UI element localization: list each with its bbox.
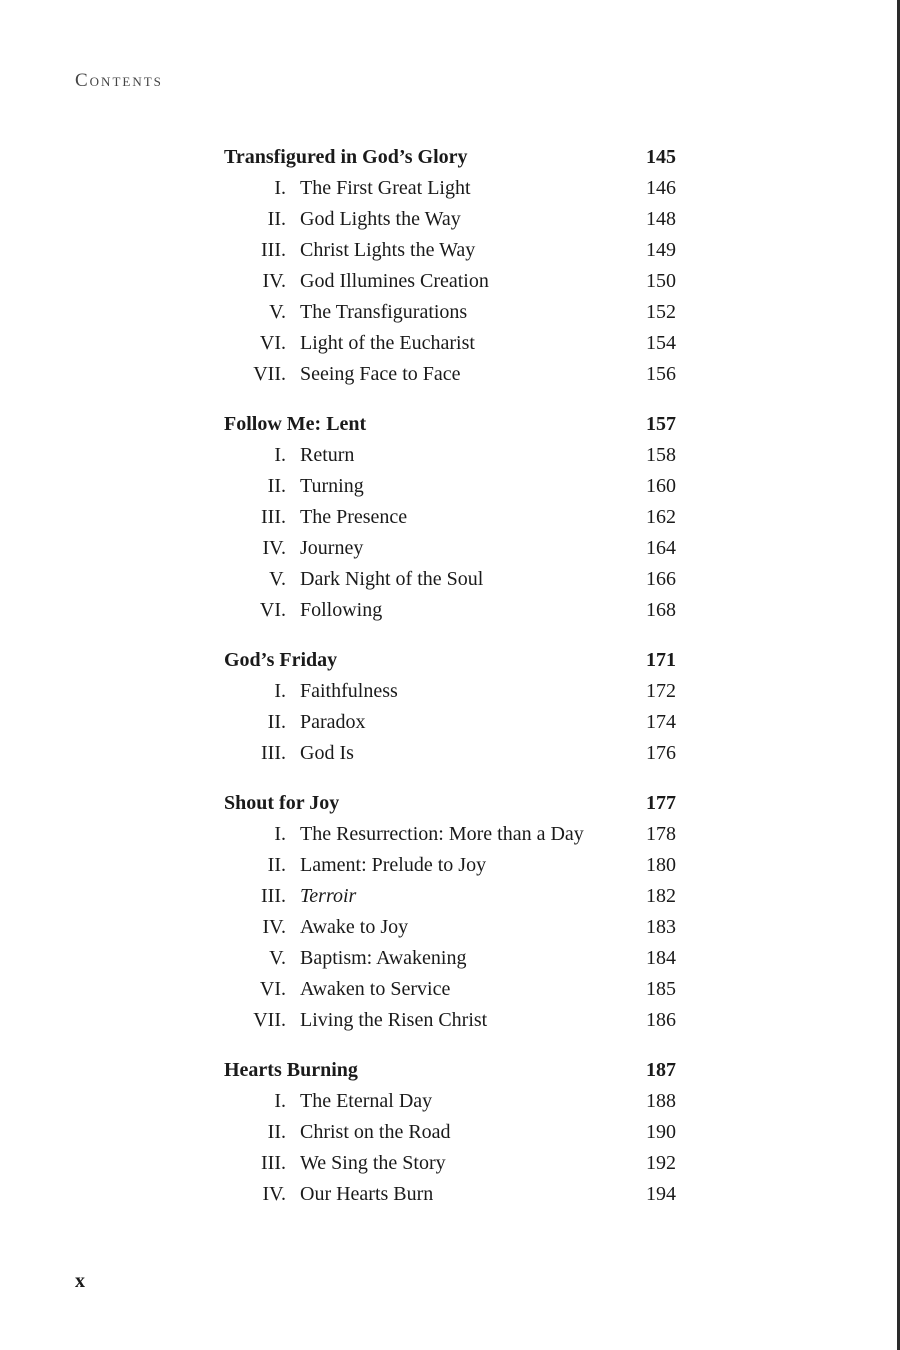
toc-entry[interactable] <box>224 328 676 359</box>
entry-title: Paradox <box>300 711 366 733</box>
toc-section <box>224 409 676 626</box>
toc-entry[interactable] <box>224 850 676 881</box>
toc-entry[interactable] <box>224 471 676 502</box>
entry-numeral: I. <box>274 177 286 199</box>
toc-entry[interactable] <box>224 204 676 235</box>
entry-title: Awake to Joy <box>300 916 409 938</box>
toc-entry[interactable] <box>224 1117 676 1148</box>
entry-numeral: IV. <box>262 916 286 938</box>
entry-page-number: 186 <box>646 1009 676 1031</box>
entry-numeral: II. <box>267 1121 286 1143</box>
entry-title: Baptism: Awakening <box>300 947 467 969</box>
section-page-number: 157 <box>646 413 676 435</box>
entry-title: Awaken to Service <box>300 978 451 1000</box>
toc-section <box>224 1055 676 1210</box>
entry-numeral: V. <box>269 947 286 969</box>
section-title: Shout for Joy <box>224 792 340 814</box>
table-of-contents <box>224 142 676 1229</box>
entry-page-number: 172 <box>646 680 676 702</box>
section-title: Hearts Burning <box>224 1059 358 1081</box>
entry-numeral: III. <box>261 1152 286 1174</box>
entry-page-number: 146 <box>646 177 676 199</box>
section-title: Transfigured in God’s Glory <box>224 146 468 168</box>
entry-page-number: 158 <box>646 444 676 466</box>
entry-page-number: 154 <box>646 332 676 354</box>
toc-entry[interactable] <box>224 359 676 390</box>
toc-entry[interactable] <box>224 564 676 595</box>
entry-title: The Resurrection: More than a Day <box>300 823 584 845</box>
toc-entry[interactable] <box>224 235 676 266</box>
entry-title: God Lights the Way <box>300 208 461 230</box>
section-heading[interactable] <box>224 1055 676 1086</box>
entry-page-number: 174 <box>646 711 676 733</box>
toc-entry[interactable] <box>224 707 676 738</box>
entry-numeral: I. <box>274 823 286 845</box>
page-folio: x <box>75 1270 85 1292</box>
entry-numeral: II. <box>267 711 286 733</box>
entry-page-number: 188 <box>646 1090 676 1112</box>
toc-entry[interactable] <box>224 266 676 297</box>
entry-numeral: I. <box>274 1090 286 1112</box>
entry-title: Light of the Eucharist <box>300 332 475 354</box>
entry-title: God Is <box>300 742 354 764</box>
entry-title: Seeing Face to Face <box>300 363 461 385</box>
toc-entry[interactable] <box>224 1148 676 1179</box>
entry-page-number: 194 <box>646 1183 676 1205</box>
entry-page-number: 148 <box>646 208 676 230</box>
entry-page-number: 166 <box>646 568 676 590</box>
toc-entry[interactable] <box>224 1005 676 1036</box>
running-head: Contents <box>75 70 163 91</box>
entry-title: Turning <box>300 475 364 497</box>
section-page-number: 177 <box>646 792 676 814</box>
toc-entry[interactable] <box>224 738 676 769</box>
entry-title: Christ on the Road <box>300 1121 451 1143</box>
entry-title: The Eternal Day <box>300 1090 433 1112</box>
entry-page-number: 192 <box>646 1152 676 1174</box>
entry-title: Dark Night of the Soul <box>300 568 484 590</box>
section-page-number: 145 <box>646 146 676 168</box>
toc-section <box>224 142 676 390</box>
entry-numeral: III. <box>261 239 286 261</box>
entry-page-number: 190 <box>646 1121 676 1143</box>
entry-numeral: IV. <box>262 270 286 292</box>
entry-title: Journey <box>300 537 364 559</box>
entry-numeral: V. <box>269 301 286 323</box>
section-heading[interactable] <box>224 788 676 819</box>
toc-section <box>224 645 676 769</box>
entry-page-number: 185 <box>646 978 676 1000</box>
entry-numeral: V. <box>269 568 286 590</box>
section-page-number: 171 <box>646 649 676 671</box>
toc-entry[interactable] <box>224 1086 676 1117</box>
entry-page-number: 160 <box>646 475 676 497</box>
toc-entry[interactable] <box>224 533 676 564</box>
entry-numeral: VII. <box>253 363 286 385</box>
section-page-number: 187 <box>646 1059 676 1081</box>
entry-title: The Presence <box>300 506 408 528</box>
entry-page-number: 180 <box>646 854 676 876</box>
toc-entry[interactable] <box>224 912 676 943</box>
entry-page-number: 168 <box>646 599 676 621</box>
entry-page-number: 156 <box>646 363 676 385</box>
toc-entry[interactable] <box>224 297 676 328</box>
toc-entry[interactable] <box>224 1179 676 1210</box>
entry-title: The Transfigurations <box>300 301 468 323</box>
toc-entry[interactable] <box>224 502 676 533</box>
entry-page-number: 164 <box>646 537 676 559</box>
entry-title: Living the Risen Christ <box>300 1009 488 1031</box>
entry-numeral: VI. <box>259 332 286 354</box>
entry-page-number: 182 <box>646 885 676 907</box>
entry-numeral: II. <box>267 475 286 497</box>
toc-entry[interactable] <box>224 881 676 912</box>
section-heading[interactable] <box>224 142 676 173</box>
entry-numeral: IV. <box>262 537 286 559</box>
toc-entry[interactable] <box>224 676 676 707</box>
toc-entry[interactable] <box>224 819 676 850</box>
entry-page-number: 150 <box>646 270 676 292</box>
entry-title: Lament: Prelude to Joy <box>300 854 487 876</box>
entry-page-number: 178 <box>646 823 676 845</box>
toc-entry[interactable] <box>224 440 676 471</box>
entry-title: Return <box>300 444 355 466</box>
entry-title: We Sing the Story <box>300 1152 446 1174</box>
entry-page-number: 184 <box>646 947 676 969</box>
entry-numeral: II. <box>267 854 286 876</box>
entry-page-number: 162 <box>646 506 676 528</box>
entry-numeral: VI. <box>259 978 286 1000</box>
toc-entry[interactable] <box>224 974 676 1005</box>
entry-numeral: II. <box>267 208 286 230</box>
entry-title: God Illumines Creation <box>300 270 489 292</box>
toc-entry[interactable] <box>224 595 676 626</box>
toc-entry[interactable] <box>224 943 676 974</box>
entry-title: Christ Lights the Way <box>300 239 476 261</box>
entry-numeral: VI. <box>259 599 286 621</box>
toc-entry[interactable] <box>224 173 676 204</box>
entry-numeral: IV. <box>262 1183 286 1205</box>
entry-title: Following <box>300 599 383 621</box>
section-title: Follow Me: Lent <box>224 413 367 435</box>
entry-title: Our Hearts Burn <box>300 1183 434 1205</box>
entry-page-number: 152 <box>646 301 676 323</box>
entry-title: Terroir <box>300 885 357 907</box>
section-heading[interactable] <box>224 409 676 440</box>
entry-page-number: 149 <box>646 239 676 261</box>
toc-section <box>224 788 676 1036</box>
entry-numeral: III. <box>261 506 286 528</box>
entry-page-number: 183 <box>646 916 676 938</box>
entry-numeral: VII. <box>253 1009 286 1031</box>
entry-numeral: I. <box>274 444 286 466</box>
entry-numeral: III. <box>261 742 286 764</box>
entry-page-number: 176 <box>646 742 676 764</box>
section-heading[interactable] <box>224 645 676 676</box>
entry-title: Faithfulness <box>300 680 398 702</box>
entry-numeral: III. <box>261 885 286 907</box>
section-title: God’s Friday <box>224 649 338 671</box>
entry-numeral: I. <box>274 680 286 702</box>
entry-title: The First Great Light <box>300 177 471 199</box>
